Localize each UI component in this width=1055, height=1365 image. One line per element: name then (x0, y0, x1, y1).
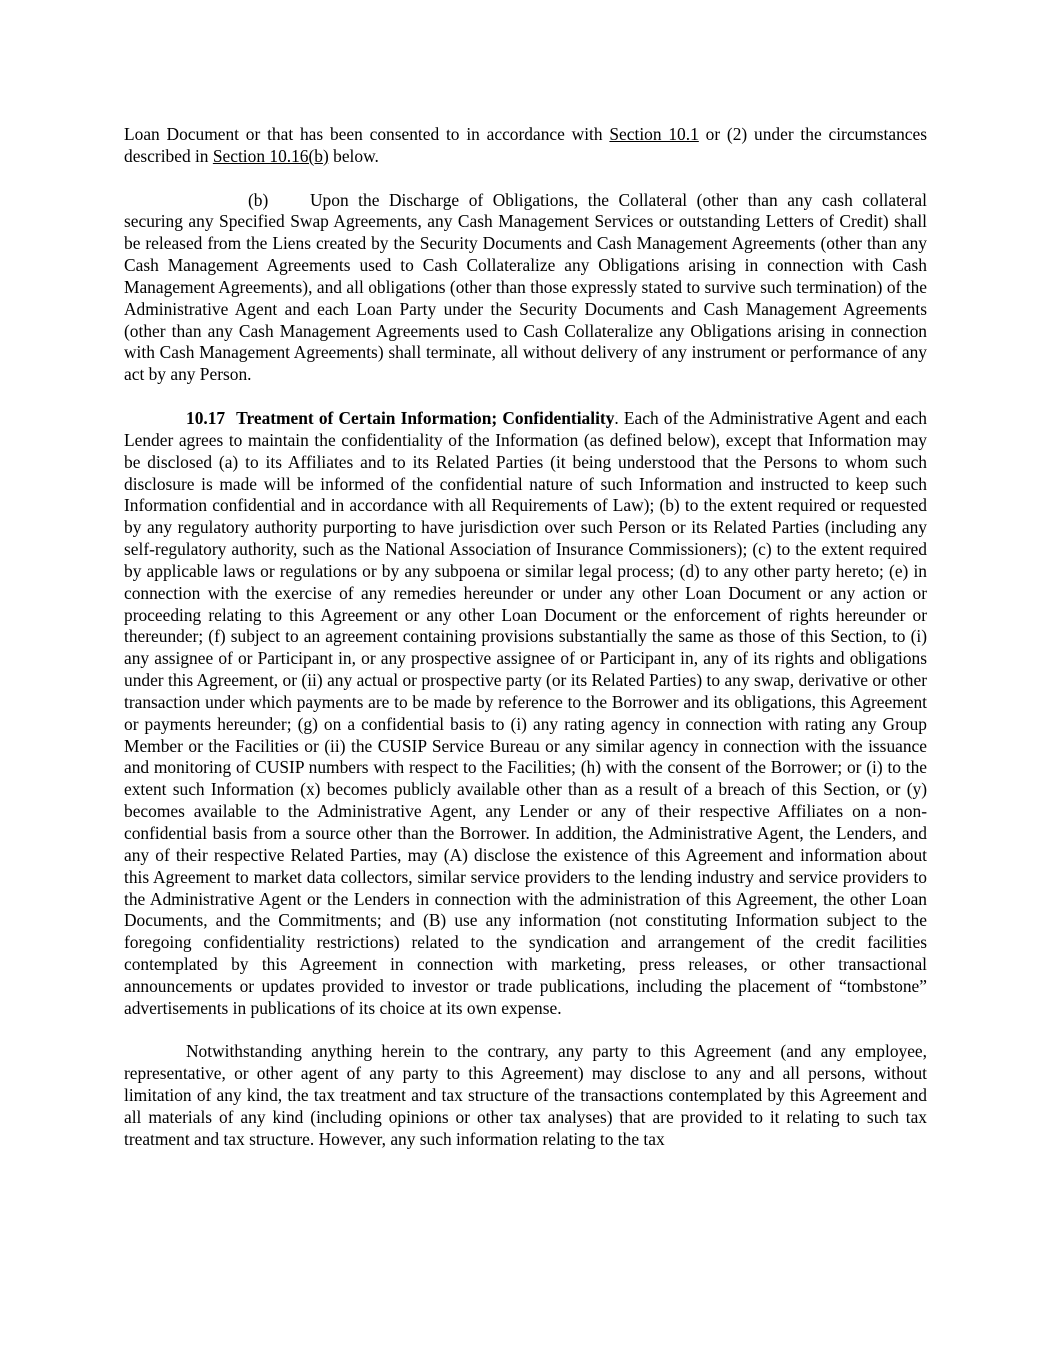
subsection-label: (b) (248, 189, 269, 210)
section-reference-10-16b: Section 10.16(b) (212, 145, 329, 166)
paragraph-text: Notwithstanding anything herein to the contrary, any party to this Agreement (and any employee, representative, or other agent of any party to this Agreement) may disclose to any and all persons, without limitation of any kind, the tax treatment and tax structure of the transactions contemplated by this Agreement and all materials of any kind (including opinions or other tax analyses) that are provided to it relating to such tax treatment and tax structure. However, any such information relating to the tax (124, 1041, 927, 1149)
section-number: 10.17 (186, 407, 226, 428)
section-text: . Each of the Administrative Agent and each Lender agrees to maintain the confidentiality of the Information (as defined below), except that Information may be disclosed (a) to its Affiliates and to its Related Parties (it being understood that the Persons to whom such disclosure is made will be informed of the confidential nature of such Information and instructed to keep such Information confidential and in accordance with all Requirements of Law); (b) to the extent required or requested by any regulatory authority purporting to have jurisdiction over such Person or its Related Parties (including any self-regulatory authority, such as the National Association of Insurance Commissioners); (c) to the extent required by applicable laws or regulations or by any subpoena or similar legal process; (d) to any other party hereto; (e) in connection with the exercise of any remedies hereunder or under any other Loan Document or any action or proceeding relating to this Agreement or any other Loan Document or the enforcement of rights hereunder or thereunder; (f) subject to an agreement containing provisions substantially the same as those of this Section, to (i) any assignee of or Participant in, or any prospective assignee of or Participant in, any of its rights and obligations under this Agreement, or (ii) any actual or prospective party (or its Related Parties) to any swap, derivative or other transaction under which payments are to be made by reference to the Borrower and its obligations, this Agreement or payments hereunder; (g) on a confidential basis to (i) any rating agency in connection with rating any Group Member or the Facilities or (ii) the CUSIP Service Bureau or any similar agency in connection with the issuance and monitoring of CUSIP numbers with respect to the Facilities; (h) with the consent of the Borrower; or (i) to the extent such Information (x) becomes publicly available other than as a result of a breach of this Section, or (y) becomes available to the Administrative Agent, any Lender or any of their respective Affiliates on a non-confidential basis from a source other than the Borrower. In addition, the Administrative Agent, the Lenders, and any of their respective Related Parties, may (A) disclose the existence of this Agreement and information about this Agreement to market data collectors, similar service providers to the lending industry and service providers to the Administrative Agent or the Lenders in connection with the administration of this Agreement, the other Loan Documents, and the Commitments; and (B) use any information (not constituting Information subject to the foregoing confidentiality restrictions) related to the syndication and arrangement of the credit facilities contemplated by this Agreement in connection with marketing, press releases, or other transactional announcements or updates provided to investor or trade publications, including the placement of “tombstone” advertisements in publications of its choice at its own expense. (124, 407, 928, 1018)
section-10-17 (124, 408, 927, 1020)
paragraph-continuation (124, 124, 927, 168)
paragraph-text: Loan Document or that has been consented to in accordance with (124, 124, 610, 144)
paragraph-text: below. (328, 145, 379, 166)
section-title: Treatment of Certain Information; Confidentiality (236, 407, 615, 428)
paragraph-notwithstanding (124, 1041, 927, 1150)
subsection-text: Upon the Discharge of Obligations, the Collateral (other than any cash collateral securing any Specified Swap Agreements, any Cash Management Services or outstanding Letters of Credit) shall be released from the Liens created by the Security Documents and Cash Management Agreements (other than any Cash Management Agreements used to Cash Collateralize any Obligations arising in connection with Cash Management Agreements), and all obligations (other than those expressly stated to survive such termination) of the Administrative Agent and each Loan Party under the Security Documents and Cash Management Agreements (other than any Cash Management Agreements used to Cash Collateralize any Obligations arising in connection with Cash Management Agreements) shall terminate, all without delivery of any instrument or performance of any act by any Person. (124, 189, 927, 385)
document-page (124, 124, 927, 1173)
subsection-b (124, 190, 927, 387)
section-reference-10-1: Section 10.1 (609, 124, 699, 144)
paragraph-text: or (2) under the circumstances described in (124, 124, 927, 166)
